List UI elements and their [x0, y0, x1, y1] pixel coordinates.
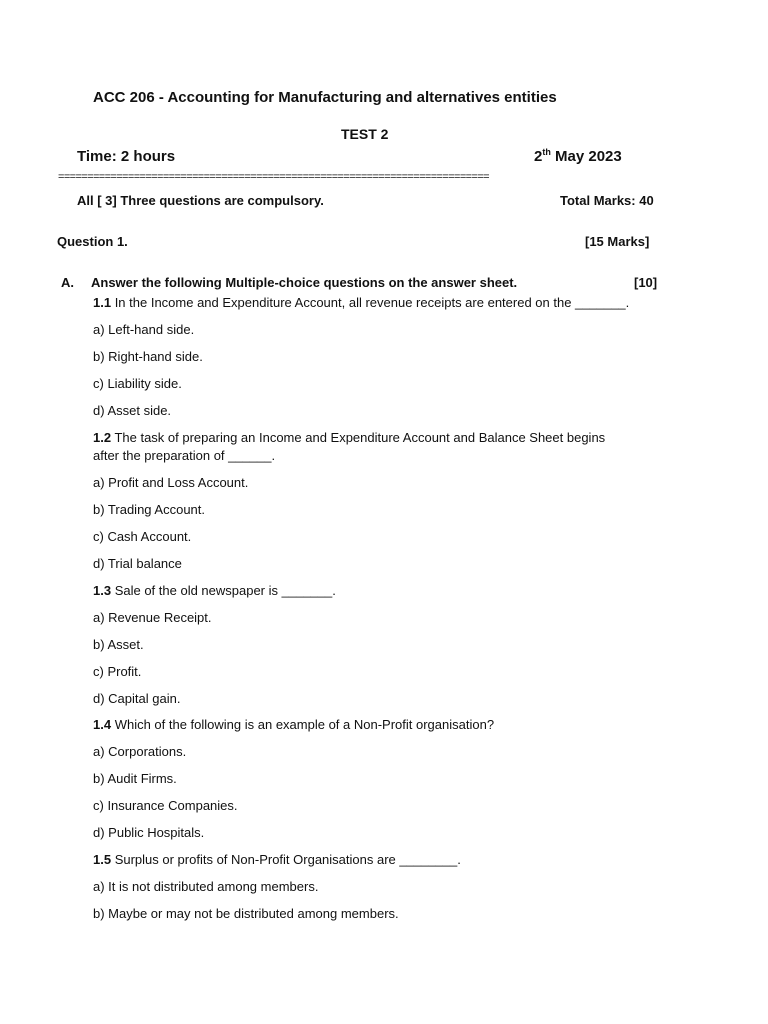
option: d) Capital gain.: [93, 691, 181, 706]
question-1-2-continued: after the preparation of ______.: [93, 448, 276, 463]
question-1-2: 1.2 The task of preparing an Income and Expenditure Account and Balance Sheet begins: [93, 430, 606, 445]
option: d) Public Hospitals.: [93, 825, 205, 840]
option: a) Left-hand side.: [93, 322, 195, 337]
separator-line: ==========================================================================: [58, 172, 489, 183]
option: a) Revenue Receipt.: [93, 610, 212, 625]
option: c) Insurance Companies.: [93, 798, 238, 813]
exam-date: 2th May 2023: [534, 147, 622, 165]
option: a) Profit and Loss Account.: [93, 475, 249, 490]
option: b) Audit Firms.: [93, 771, 177, 786]
test-title: TEST 2: [341, 126, 389, 142]
option: b) Trading Account.: [93, 502, 206, 517]
option: a) Corporations.: [93, 744, 187, 759]
section-marks: [10]: [634, 275, 658, 290]
instruction-text: All [ 3] Three questions are compulsory.: [77, 193, 324, 208]
option: b) Asset.: [93, 637, 144, 652]
option: a) It is not distributed among members.: [93, 879, 319, 894]
option: d) Trial balance: [93, 556, 182, 571]
option: c) Profit.: [93, 664, 142, 679]
course-title: ACC 206 - Accounting for Manufacturing and alternatives entities: [93, 89, 557, 106]
option: b) Maybe or may not be distributed among members.: [93, 906, 399, 921]
option: c) Cash Account.: [93, 529, 192, 544]
option: b) Right-hand side.: [93, 349, 203, 364]
question-1-5: 1.5 Surplus or profits of Non-Profit Organisations are ________.: [93, 852, 461, 867]
question-title: Question 1.: [57, 234, 128, 249]
question-marks: [15 Marks]: [585, 234, 650, 249]
question-1-1: 1.1 In the Income and Expenditure Account, all revenue receipts are entered on the _______.: [93, 295, 630, 310]
option: d) Asset side.: [93, 403, 172, 418]
total-marks: Total Marks: 40: [560, 193, 654, 208]
question-1-3: 1.3 Sale of the old newspaper is _______.: [93, 583, 336, 598]
option: c) Liability side.: [93, 376, 182, 391]
section-letter: A.: [61, 275, 74, 290]
question-1-4: 1.4 Which of the following is an example of a Non-Profit organisation?: [93, 717, 495, 732]
section-instruction: Answer the following Multiple-choice questions on the answer sheet.: [91, 275, 518, 290]
time-allowed: Time: 2 hours: [77, 148, 176, 165]
